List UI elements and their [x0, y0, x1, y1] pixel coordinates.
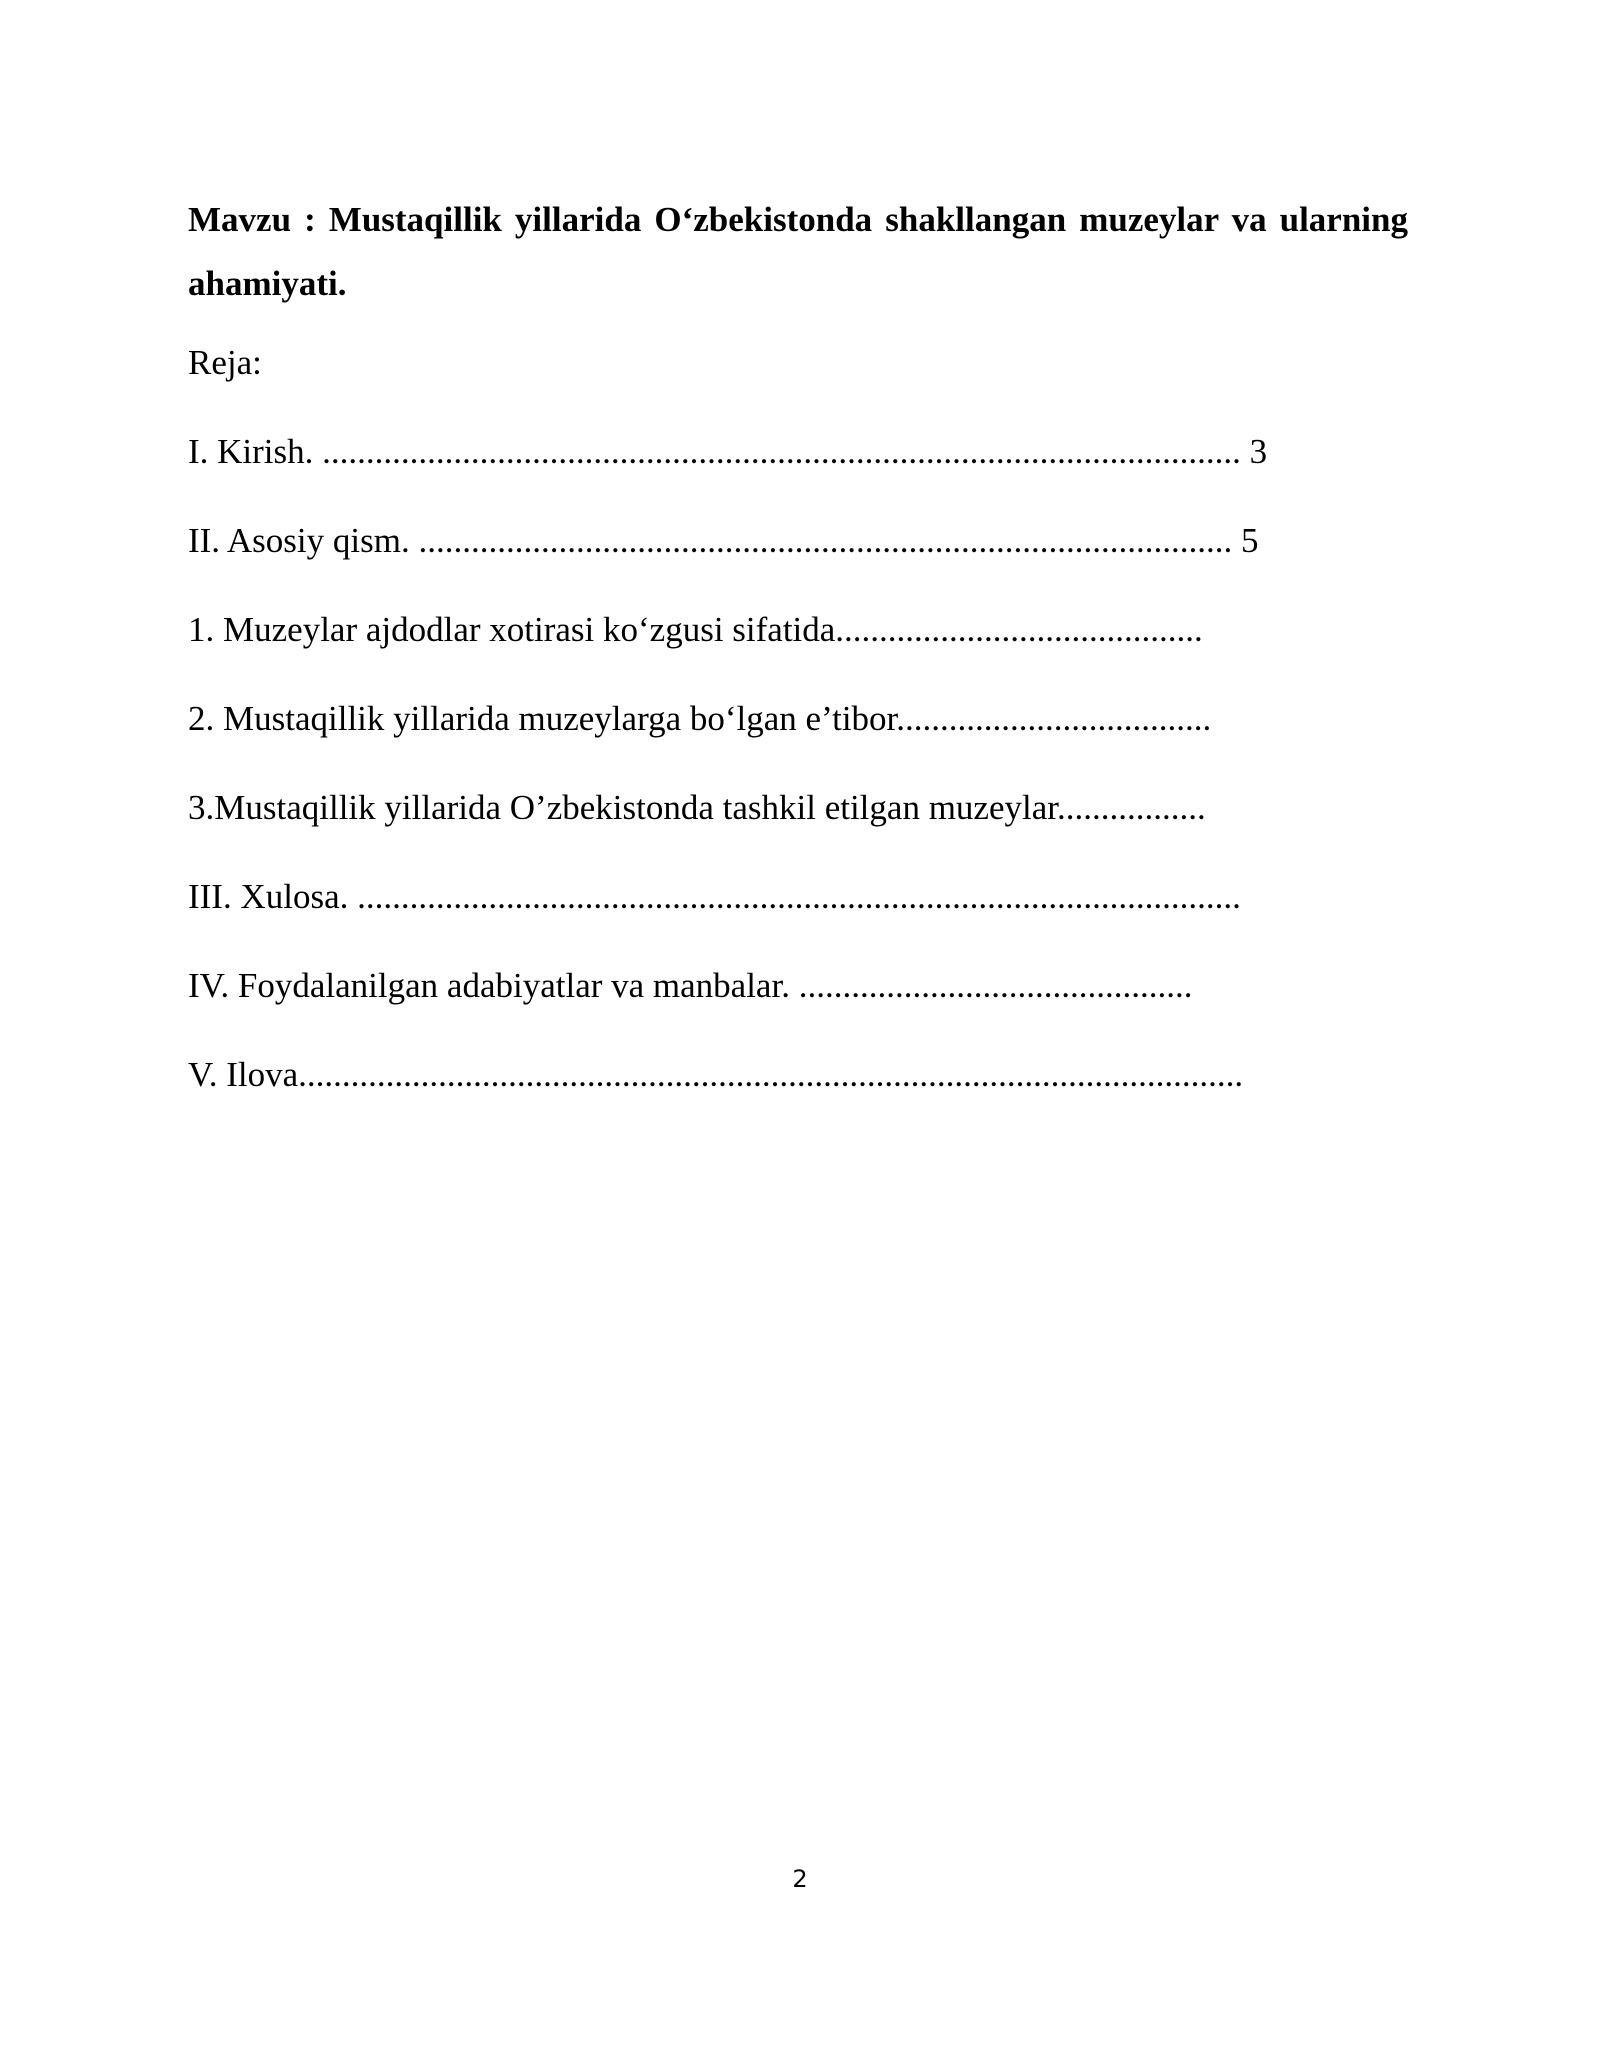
toc-item-section-1: 1. Muzeylar ajdodlar xotirasi ko‘zgusi sifatida.......................................... [188, 610, 1203, 649]
toc-item-main-part: II. Asosiy qism. ............................................................................................. 5 [188, 521, 1259, 560]
toc-item-section-2: 2. Mustaqillik yillarida muzeylarga bo‘lgan e’tibor.................................... [188, 699, 1212, 738]
page-number: 2 [792, 1865, 808, 1893]
toc-item-introduction: I. Kirish. ......................................................................................................... 3 [188, 432, 1268, 471]
plan-heading: Reja: [188, 343, 262, 382]
toc-item-section-3: 3.Mustaqillik yillarida O’zbekistonda tashkil etilgan muzeylar................. [188, 788, 1206, 827]
document-title: Mavzu : Mustaqillik yillarida O‘zbekistonda shakllangan muzeylar va ularning ahamiyati. [188, 200, 1408, 303]
toc-item-conclusion: III. Xulosa. ..................................................................................................... [188, 877, 1241, 916]
toc-item-references: IV. Foydalanilgan adabiyatlar va manbalar. ............................................. [188, 966, 1193, 1005]
toc-item-appendix: V. Ilova............................................................................................................ [188, 1055, 1244, 1094]
